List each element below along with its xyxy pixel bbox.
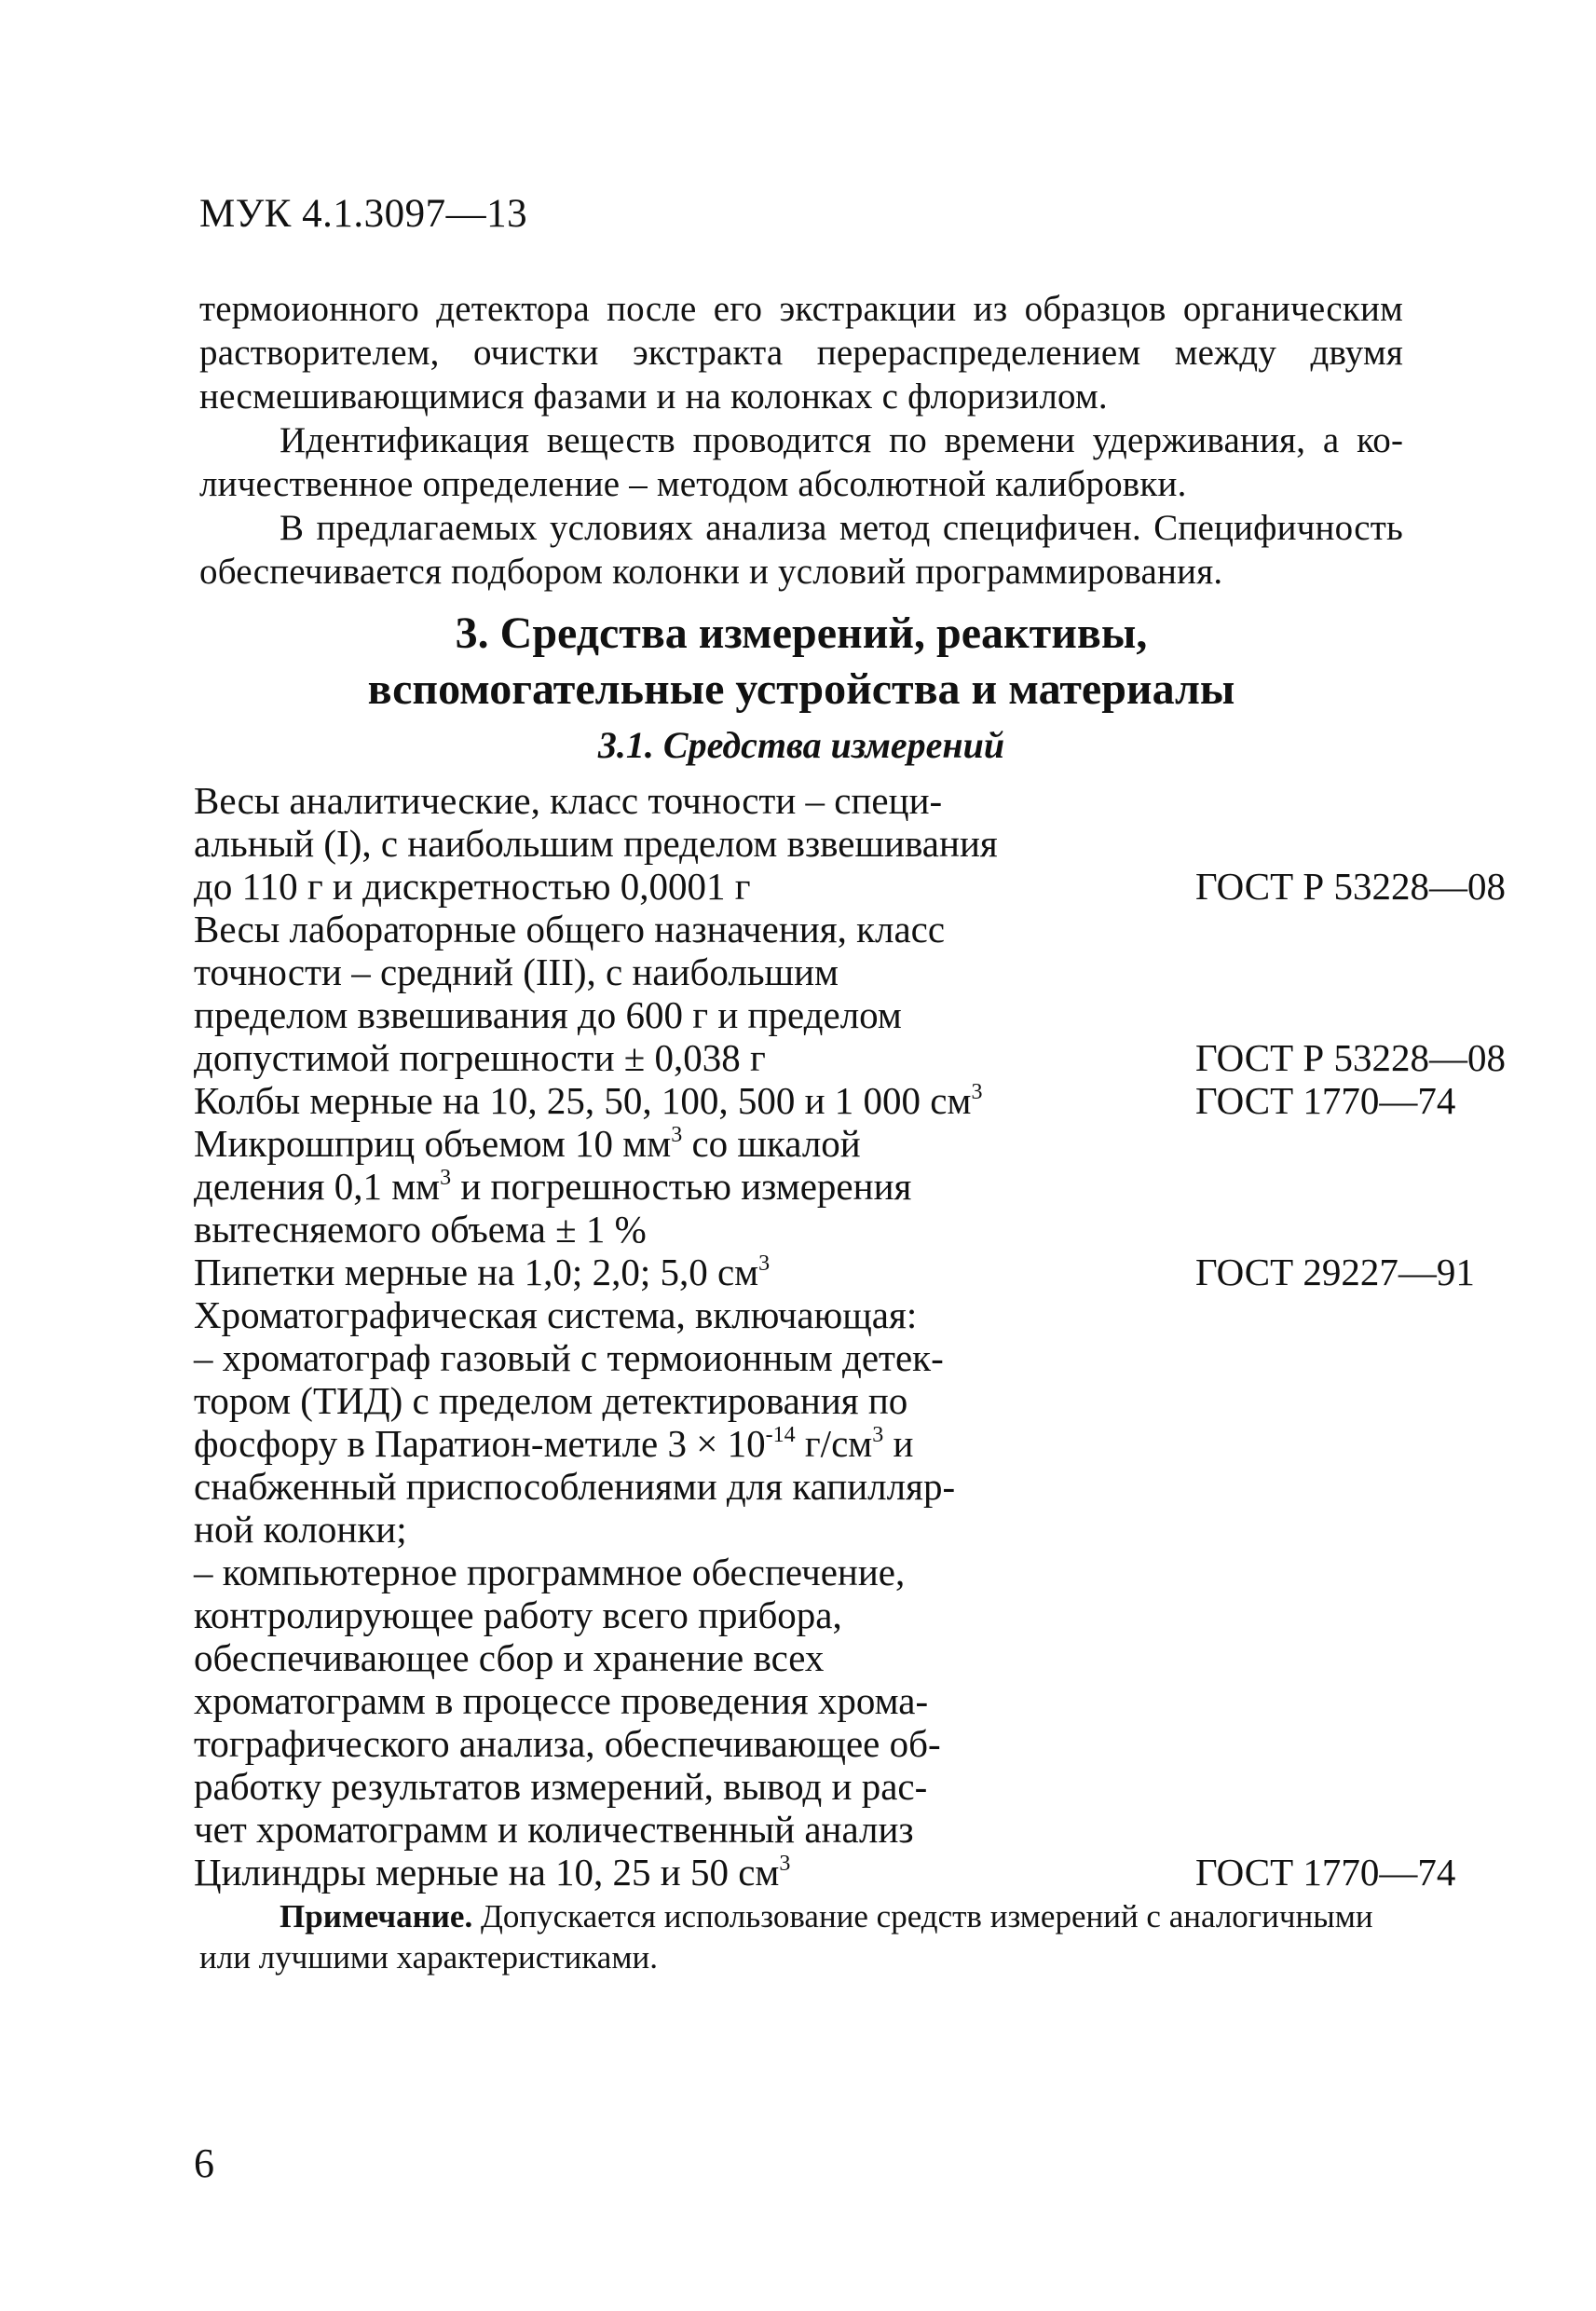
item-standard: ГОСТ Р 53228—08 xyxy=(1195,1036,1506,1079)
note-label: Примечание. xyxy=(280,1898,473,1935)
intro-paragraph-2: Идентификация веществ проводится по времени удерживания, а количественное определение – методом абсолютной калибровки. xyxy=(199,420,1403,504)
item-line: работку результатов измерений, вывод и рас- xyxy=(194,1765,928,1808)
note-text: Допускается использование средств измерений с аналогичными или лучшими характеристиками. xyxy=(199,1898,1373,1976)
item-line xyxy=(194,1079,995,1122)
superscript: 3 xyxy=(779,1852,791,1876)
superscript: 3 xyxy=(758,1251,771,1276)
item-text: фосфору в Паратион-метиле 3 × 10 xyxy=(194,1422,766,1465)
note xyxy=(199,1896,1403,1978)
item-line: точности – средний (III), с наибольшим xyxy=(194,950,839,993)
item-line xyxy=(194,1422,995,1465)
item-standard: ГОСТ 29227—91 xyxy=(1195,1251,1475,1293)
item-text: Пипетки мерные на 1,0; 2,0; 5,0 см xyxy=(194,1251,759,1293)
superscript: 3 xyxy=(971,1080,983,1104)
item-line: Весы аналитические, класс точности – специ- xyxy=(194,779,943,822)
list-item xyxy=(194,1851,1456,1894)
item-line: тографического анализа, обеспечивающее об- xyxy=(194,1722,941,1765)
item-text: Цилиндры мерные на 10, 25 и 50 см xyxy=(194,1851,780,1894)
list-item xyxy=(194,908,1506,1079)
item-line xyxy=(194,1122,995,1165)
list-item xyxy=(194,1122,1405,1251)
item-line xyxy=(194,1165,995,1208)
item-description xyxy=(194,908,995,1079)
superscript: 3 xyxy=(671,1123,683,1147)
item-text: и погрешностью измерения xyxy=(451,1165,912,1208)
page-number: 6 xyxy=(194,2140,214,2186)
list-item xyxy=(194,779,1506,908)
item-line: обеспечивающее сбор и хранение всех xyxy=(194,1636,825,1679)
superscript: 3 xyxy=(872,1423,884,1447)
intro-text xyxy=(199,287,1403,594)
item-line: альный (I), с наибольшим пределом взвешивания xyxy=(194,822,998,865)
section-title xyxy=(199,606,1403,718)
item-line xyxy=(194,1251,995,1293)
superscript: 3 xyxy=(440,1166,452,1190)
item-line: Хроматографическая система, включающая: xyxy=(194,1293,918,1336)
item-standard: ГОСТ 1770—74 xyxy=(1195,1079,1456,1122)
item-standard: ГОСТ Р 53228—08 xyxy=(1195,865,1506,908)
item-description xyxy=(194,1293,995,1851)
document-code: МУК 4.1.3097—13 xyxy=(199,192,528,236)
superscript: -14 xyxy=(765,1423,796,1447)
item-line: вытесняемого объема ± 1 % xyxy=(194,1208,647,1251)
item-line: чет хроматограмм и количественный анализ xyxy=(194,1808,914,1851)
item-line: тором (ТИД) с пределом детектирования по xyxy=(194,1379,908,1422)
item-text: со шкалой xyxy=(682,1122,861,1165)
item-description xyxy=(194,1079,995,1122)
item-line: контролирующее работу всего прибора, xyxy=(194,1593,842,1636)
item-description xyxy=(194,779,998,908)
item-text: Микрошприц объемом 10 мм xyxy=(194,1122,672,1165)
list-item xyxy=(194,1293,1405,1851)
item-standard: ГОСТ 1770—74 xyxy=(1195,1851,1456,1894)
item-line xyxy=(194,1851,995,1894)
item-line: – компьютерное программное обеспечение, xyxy=(194,1551,906,1593)
item-text: г/см xyxy=(795,1422,873,1465)
item-line: ной колонки; xyxy=(194,1508,407,1551)
item-text: и xyxy=(883,1422,914,1465)
item-line: допустимой погрешности ± 0,038 г xyxy=(194,1036,766,1079)
item-description xyxy=(194,1122,995,1251)
list-item xyxy=(194,1251,1475,1293)
item-description xyxy=(194,1851,995,1894)
subsection-title: 3.1. Средства измерений xyxy=(597,724,1005,766)
item-line: снабженный приспособлениями для капилляр- xyxy=(194,1465,956,1508)
list-item xyxy=(194,1079,1456,1122)
item-description xyxy=(194,1251,995,1293)
intro-paragraph-3: В предлагаемых условиях анализа метод специфичен. Специфичность обеспечивается подбором колонки и условий программирования. xyxy=(199,508,1403,592)
intro-paragraph-1: термоионного детектора после его экстракции из образцов органическим растворителем, очистки экстракта перераспределением между двумя несмешивающимися фазами и на колонках с флоризилом. xyxy=(199,289,1403,417)
item-text: Колбы мерные на 10, 25, 50, 100, 500 и 1 000 см xyxy=(194,1079,972,1122)
item-line: до 110 г и дискретностью 0,0001 г xyxy=(194,865,751,908)
item-text: деления 0,1 мм xyxy=(194,1165,441,1208)
item-line: Весы лабораторные общего назначения, класс xyxy=(194,908,946,950)
item-line: – хроматограф газовый с термоионным детек- xyxy=(194,1336,944,1379)
instruments-list xyxy=(194,779,1506,1894)
item-line: пределом взвешивания до 600 г и пределом xyxy=(194,993,902,1036)
section-title-line-2: вспомогательные устройства и материалы xyxy=(367,664,1235,714)
section-title-line-1: 3. Средства измерений, реактивы, xyxy=(455,609,1148,658)
item-line: хроматограмм в процессе проведения хрома- xyxy=(194,1679,929,1722)
